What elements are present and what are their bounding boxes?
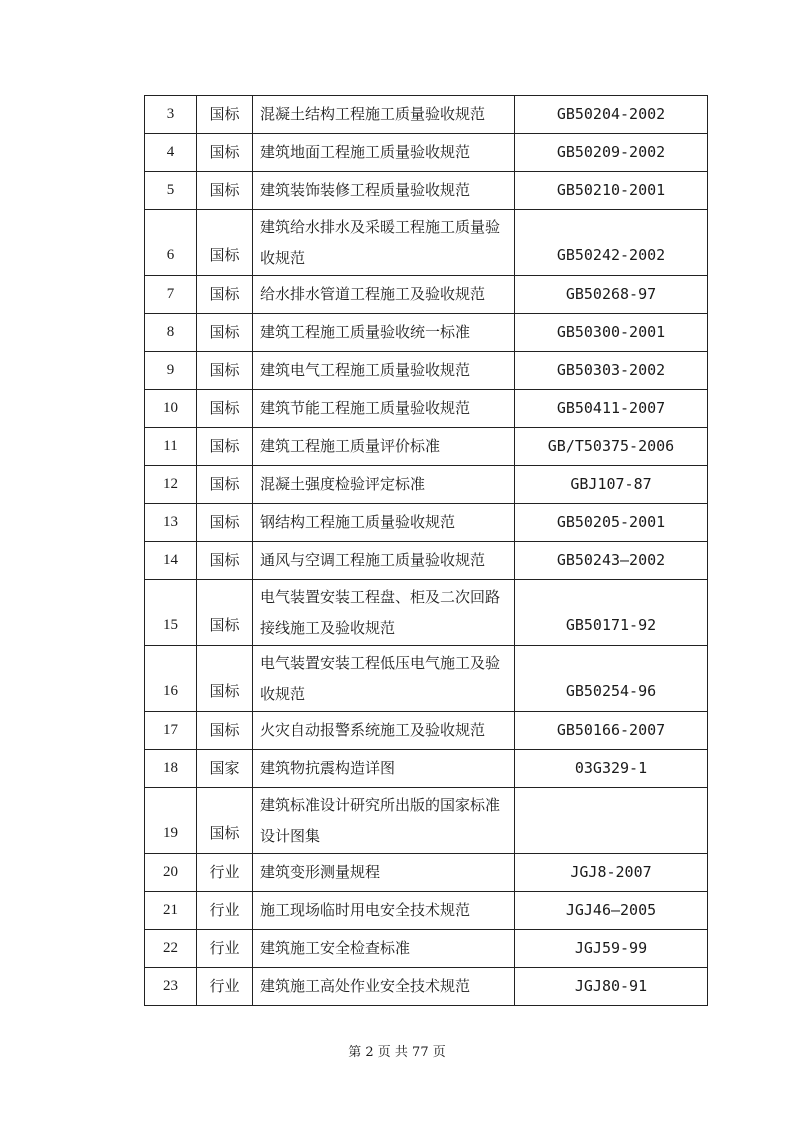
table-row	[145, 542, 708, 580]
table-row	[145, 750, 708, 788]
row-category: 国标	[197, 134, 253, 172]
row-standard-code: GBJ107-87	[515, 466, 708, 504]
table-row	[145, 276, 708, 314]
row-category: 行业	[197, 854, 253, 892]
table-row	[145, 930, 708, 968]
row-number: 23	[145, 968, 197, 1006]
row-standard-name: 施工现场临时用电安全技术规范	[253, 892, 515, 930]
row-category: 国标	[197, 580, 253, 646]
row-standard-name: 给水排水管道工程施工及验收规范	[253, 276, 515, 314]
row-standard-code: GB50243—2002	[515, 542, 708, 580]
row-number: 6	[145, 210, 197, 276]
standards-table-body	[145, 96, 708, 1006]
row-standard-name: 建筑标准设计研究所出版的国家标准设计图集	[253, 788, 515, 854]
row-standard-code: GB/T50375-2006	[515, 428, 708, 466]
row-category: 国标	[197, 276, 253, 314]
row-standard-name: 建筑施工安全检查标准	[253, 930, 515, 968]
row-standard-name: 火灾自动报警系统施工及验收规范	[253, 712, 515, 750]
row-standard-name: 混凝土结构工程施工质量验收规范	[253, 96, 515, 134]
table-row	[145, 504, 708, 542]
row-standard-code: GB50209-2002	[515, 134, 708, 172]
row-number: 13	[145, 504, 197, 542]
table-row	[145, 466, 708, 504]
row-standard-name: 建筑变形测量规程	[253, 854, 515, 892]
standards-table	[144, 95, 708, 1006]
row-standard-name: 建筑工程施工质量验收统一标准	[253, 314, 515, 352]
row-category: 国标	[197, 96, 253, 134]
row-standard-name: 通风与空调工程施工质量验收规范	[253, 542, 515, 580]
table-row	[145, 390, 708, 428]
row-category: 国标	[197, 504, 253, 542]
table-row	[145, 352, 708, 390]
row-number: 16	[145, 646, 197, 712]
row-category: 国标	[197, 466, 253, 504]
page-footer: 第 2 页 共 77 页	[348, 1045, 446, 1060]
table-row	[145, 134, 708, 172]
table-row	[145, 646, 708, 712]
row-standard-code: GB50411-2007	[515, 390, 708, 428]
table-row	[145, 314, 708, 352]
row-number: 18	[145, 750, 197, 788]
row-standard-code: GB50303-2002	[515, 352, 708, 390]
row-standard-code: GB50268-97	[515, 276, 708, 314]
row-standard-code: JGJ46—2005	[515, 892, 708, 930]
table-row	[145, 580, 708, 646]
row-number: 5	[145, 172, 197, 210]
row-standard-name: 建筑装饰装修工程质量验收规范	[253, 172, 515, 210]
row-number: 22	[145, 930, 197, 968]
row-standard-name: 混凝土强度检验评定标准	[253, 466, 515, 504]
row-standard-code: JGJ80-91	[515, 968, 708, 1006]
row-category: 行业	[197, 968, 253, 1006]
row-category: 行业	[197, 930, 253, 968]
row-standard-name: 电气装置安装工程低压电气施工及验收规范	[253, 646, 515, 712]
table-row	[145, 712, 708, 750]
row-standard-code: GB50204-2002	[515, 96, 708, 134]
row-standard-name: 钢结构工程施工质量验收规范	[253, 504, 515, 542]
row-standard-name: 建筑施工高处作业安全技术规范	[253, 968, 515, 1006]
row-category: 国标	[197, 172, 253, 210]
row-number: 15	[145, 580, 197, 646]
row-standard-code: GB50254-96	[515, 646, 708, 712]
row-category: 国标	[197, 390, 253, 428]
row-category: 国标	[197, 314, 253, 352]
row-standard-code: GB50171-92	[515, 580, 708, 646]
row-category: 国标	[197, 352, 253, 390]
row-standard-code: GB50210-2001	[515, 172, 708, 210]
row-standard-name: 建筑工程施工质量评价标准	[253, 428, 515, 466]
row-category: 国标	[197, 428, 253, 466]
row-number: 17	[145, 712, 197, 750]
row-standard-name: 建筑地面工程施工质量验收规范	[253, 134, 515, 172]
row-number: 14	[145, 542, 197, 580]
row-number: 7	[145, 276, 197, 314]
row-standard-code: JGJ59-99	[515, 930, 708, 968]
row-standard-name: 建筑物抗震构造详图	[253, 750, 515, 788]
row-standard-name: 建筑给水排水及采暖工程施工质量验收规范	[253, 210, 515, 276]
table-row	[145, 854, 708, 892]
table-row	[145, 172, 708, 210]
row-category: 国标	[197, 712, 253, 750]
row-number: 8	[145, 314, 197, 352]
row-number: 10	[145, 390, 197, 428]
row-standard-code: 03G329-1	[515, 750, 708, 788]
row-standard-code: GB50300-2001	[515, 314, 708, 352]
row-standard-code: JGJ8-2007	[515, 854, 708, 892]
table-row	[145, 210, 708, 276]
row-number: 20	[145, 854, 197, 892]
row-standard-code: GB50242-2002	[515, 210, 708, 276]
row-category: 国标	[197, 646, 253, 712]
row-number: 11	[145, 428, 197, 466]
table-row	[145, 892, 708, 930]
row-standard-name: 建筑电气工程施工质量验收规范	[253, 352, 515, 390]
row-standard-code: GB50205-2001	[515, 504, 708, 542]
row-category: 行业	[197, 892, 253, 930]
row-standard-name: 建筑节能工程施工质量验收规范	[253, 390, 515, 428]
row-standard-name: 电气装置安装工程盘、柜及二次回路接线施工及验收规范	[253, 580, 515, 646]
row-number: 12	[145, 466, 197, 504]
row-number: 4	[145, 134, 197, 172]
row-category: 国家	[197, 750, 253, 788]
row-category: 国标	[197, 210, 253, 276]
row-standard-code	[515, 788, 708, 854]
table-row	[145, 968, 708, 1006]
row-number: 3	[145, 96, 197, 134]
row-category: 国标	[197, 788, 253, 854]
table-row	[145, 96, 708, 134]
row-number: 21	[145, 892, 197, 930]
row-number: 19	[145, 788, 197, 854]
row-number: 9	[145, 352, 197, 390]
row-standard-code: GB50166-2007	[515, 712, 708, 750]
table-row	[145, 428, 708, 466]
row-category: 国标	[197, 542, 253, 580]
table-row	[145, 788, 708, 854]
